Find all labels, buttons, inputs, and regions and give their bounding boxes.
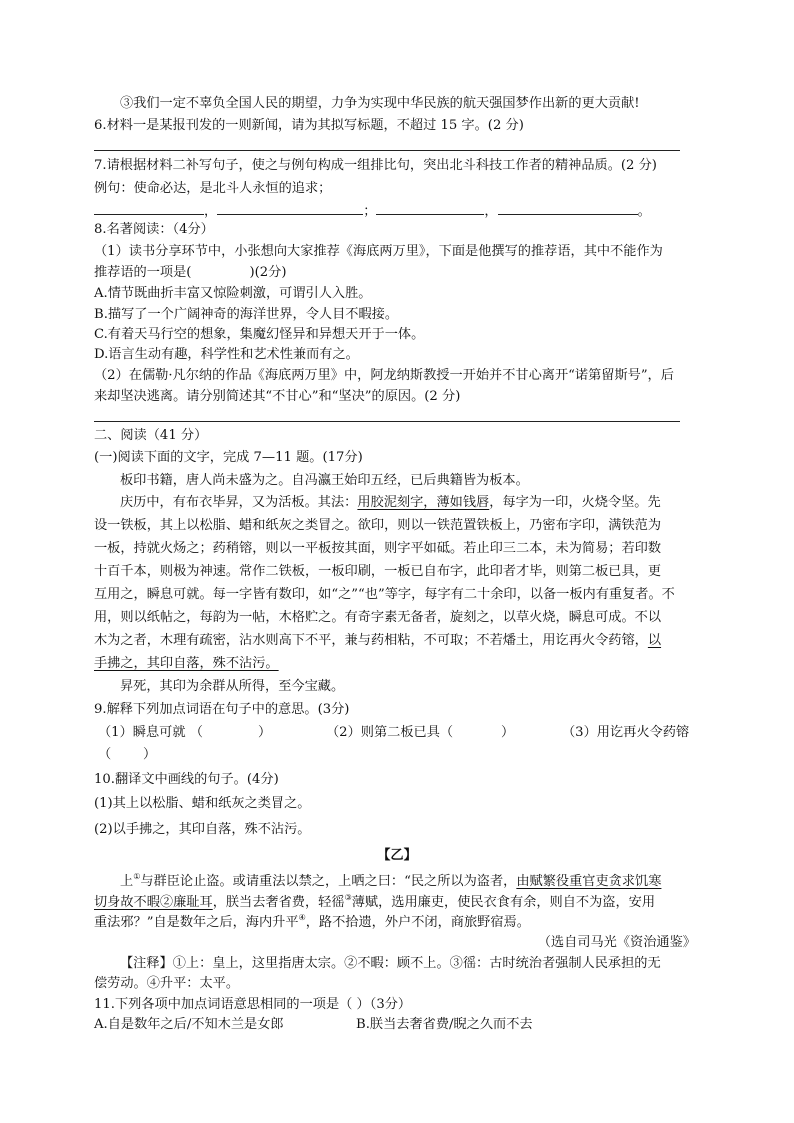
q6-prompt: 6.材料一是某报刊发的一则新闻，请为其拟写标题，不超过 15 字。(2 分) — [94, 118, 524, 133]
q8-part2-line2: 来却坚决逃离。请分别简述其“不甘心”和“坚决”的原因。(2 分) — [94, 389, 461, 404]
q9-item-3-close: ） — [143, 747, 157, 762]
passage-jia-para-2-line-8 — [94, 655, 694, 673]
passage-jia-para-2-line-5: 互用之，瞬息可就。每一字皆有数印，如“之”“也”等字，每字有二十余印，以备一板内有重复者。不 — [94, 587, 675, 602]
q8-heading: 8.名著阅读：（4分） — [94, 222, 214, 237]
q11-option-a: A.自是数年之后/不知木兰是女郎 — [94, 1017, 284, 1032]
q8-part1-line2: 推荐语的一项是( )(2分) — [94, 265, 287, 280]
q9-prompt: 9.解释下列加点词语在句子中的意思。(3分) — [94, 702, 350, 717]
q7-blank-4[interactable] — [498, 200, 638, 215]
passage-jia-para-2-line-7: 木为之者，木理有疏密，沾水则高下不平，兼与药相粘，不可取；不若燔土，用讫再火令药镕，以 — [94, 633, 662, 648]
passage-jia-para-2-line-2: 设一铁板，其上以松脂、蜡和纸灰之类冒之。欲印，则以一铁范置铁板上，乃密布字印，满铁范为 — [94, 518, 662, 533]
q8-part1-line1: （1）读书分享环节中，小张想向大家推荐《海底两万里》，下面是他撰写的推荐语，其中不能作为 — [94, 244, 663, 259]
passage-jia-para-1: 板印书籍，唐人尚未盛为之。自冯瀛王始印五经，已后典籍皆为板本。 — [120, 473, 529, 488]
passage-yi-line-3: 重法邪？”自是数年之后，海内升平④，路不拾遗，外户不闭，商旅野宿焉。 — [94, 913, 530, 930]
passage-yi-line-1: 上①与群臣论止盗。或请重法以禁之，上哂之曰：“民之所以为盗者，由赋繁役重官吏贪求饥寒 — [120, 872, 662, 889]
underlined-sentence-start: 以 — [647, 633, 662, 648]
section-2-heading: 二、阅读（41 分） — [94, 428, 208, 443]
q9-item-2: （2）则第二板已具（ — [326, 725, 454, 740]
q11-option-b: B.朕当去奢省费/睨之久而不去 — [356, 1017, 533, 1032]
q10-sentence-2: (2)以手拂之，其印自落，殊不沾污。 — [94, 822, 311, 837]
q10-sentence-1: (1)其上以松脂、蜡和纸灰之类冒之。 — [94, 796, 311, 811]
annotations-line-1: 【注释】①上：皇上，这里指唐太宗。②不暇：顾不上。③徭：古时统治者强制人民承担的无 — [120, 956, 661, 971]
q9-item-1-close: ） — [258, 725, 272, 740]
q7-blank-3[interactable] — [376, 200, 484, 215]
q9-item-3: （3）用讫再火令药镕 — [562, 725, 690, 740]
passage-yi-title: 【乙】 — [377, 848, 417, 863]
q10-prompt: 10.翻译文中画线的句子。(4分) — [94, 772, 279, 787]
passage-jia-para-2-line-6: 用，则以纸帖之，每韵为一帖，木格贮之。有奇字素无备者，旋刻之，以草火烧，瞬息可成。不以 — [94, 610, 662, 625]
q11-prompt: 11.下列各项中加点词语意思相同的一项是（ ）（3分） — [94, 997, 412, 1012]
passage-yi-line-2: 切身故不暇②廉耻耳，朕当去奢省费，轻徭③薄赋，选用廉吏，使民衣食有余，则自不为盗，安用 — [94, 893, 656, 910]
underlined-sentence-end: 手拂之，其印自落，殊不沾污。 — [94, 656, 279, 671]
q9-item-1: （1）瞬息可就 （ — [98, 725, 203, 740]
q8-option-c: C.有着天马行空的想象，集魔幻怪异和异想天开于一体。 — [94, 327, 425, 342]
q5-item-3: ③我们一定不辜负全国人民的期望，力争为实现中华民族的航天强国梦作出新的更大贡献! — [120, 96, 640, 111]
underlined-sentence-end: 切身故不暇②廉耻耳 — [94, 895, 213, 910]
q8-answer-line — [94, 421, 680, 422]
annotations-line-2: 偿劳动。④升平：太平。 — [94, 976, 240, 991]
q8-option-a: A.情节既曲折丰富又惊险刺激，可谓引人入胜。 — [94, 286, 372, 301]
q7-example: 例句：使命必达，是北斗人永恒的追求； — [94, 181, 332, 196]
q8-option-b: B.描写了一个广阔神奇的海洋世界，令人目不暇接。 — [94, 307, 399, 322]
q9-item-3-open: （ — [98, 747, 112, 762]
passage-jia-para-2-line-3: 一板，持就火炀之；药稍镕，则以一平板按其面，则字平如砥。若止印三二本，未为简易；若印数 — [94, 541, 662, 556]
q8-part2-line1: （2）在儒勒·凡尔纳的作品《海底两万里》中，阿龙纳斯教授一开始并不甘心离开“诺第留斯号”，后 — [94, 368, 674, 383]
passage-jia-para-2-line-4: 十百千本，则极为神速。常作二铁板，一板印刷，一板已自布字，此印者才毕，则第二板已具，更 — [94, 564, 662, 579]
passage-jia-para-3: 昇死，其印为余群从所得，至今宝藏。 — [120, 679, 345, 694]
q8-option-d: D.语言生动有趣，科学性和艺术性兼而有之。 — [94, 347, 359, 362]
q7-blank-1[interactable] — [94, 200, 204, 215]
passage-jia-para-2-line-1: 庆历中，有布衣毕昇，又为活板。其法：用胶泥刻字，薄如钱唇，每字为一印，火烧令坚。先 — [120, 495, 661, 510]
passage-yi-source: （选自司马光《资治通鉴》 — [537, 935, 696, 950]
q9-item-2-close: ） — [501, 725, 515, 740]
q7-blank-2[interactable] — [217, 200, 363, 215]
q7-answer-blanks: ， ； ， 。 — [94, 200, 694, 221]
underlined-sentence-start: 由赋繁役重官吏贪求饥寒 — [516, 874, 662, 889]
q6-answer-line — [94, 150, 680, 151]
section-2-1-instructions: (一)阅读下面的文字，完成 7—11 题。(17分) — [94, 450, 363, 465]
q7-prompt: 7.请根据材料二补写句子，使之与例句构成一组排比句，突出北斗科技工作者的精神品质。(2 分) — [94, 158, 657, 173]
underlined-phrase: 用胶泥刻字，薄如钱唇 — [357, 495, 490, 510]
